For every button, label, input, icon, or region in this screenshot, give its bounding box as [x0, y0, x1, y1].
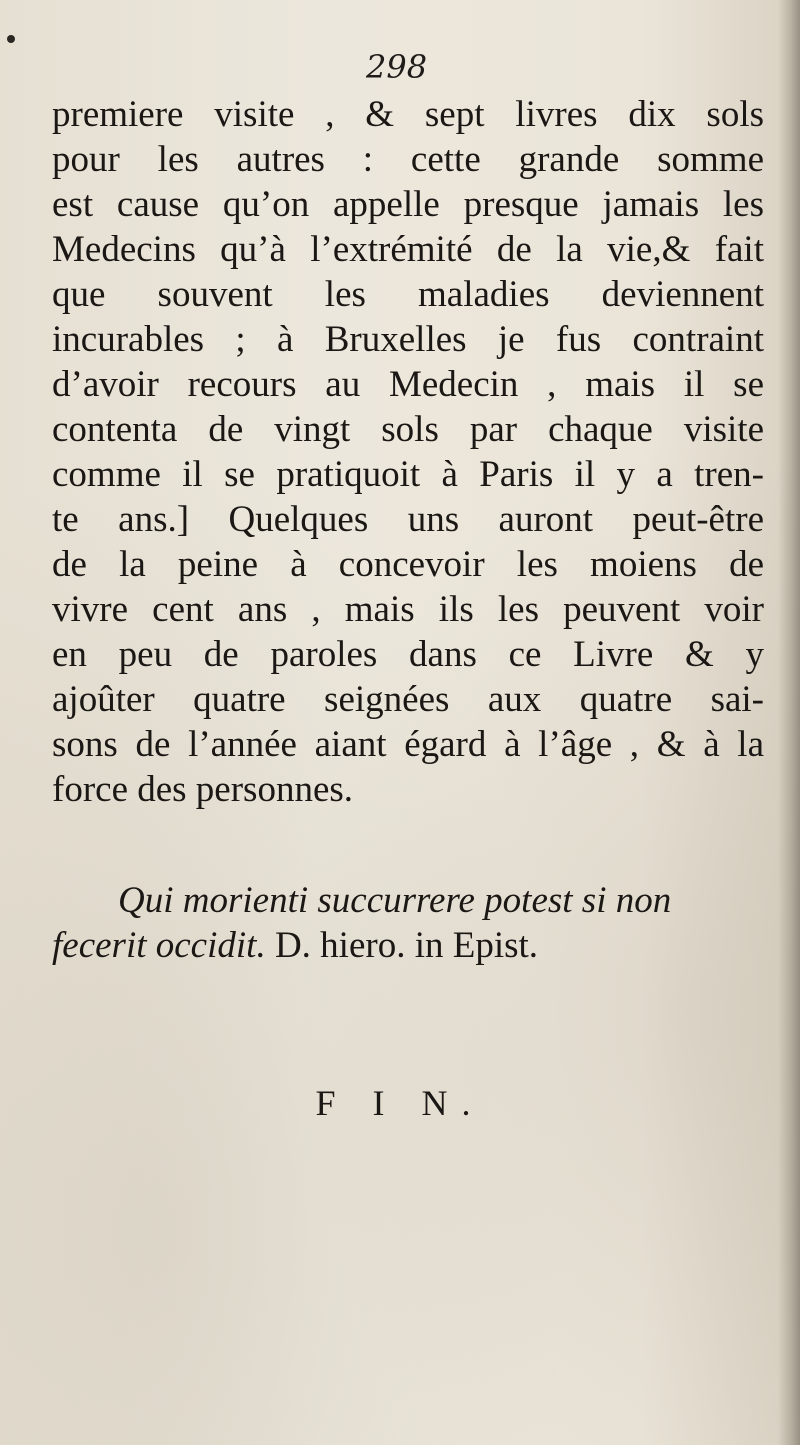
quote-line-1: Qui morienti succurrere potest si non [118, 880, 672, 921]
text-line: d’avoir recours au Medecin , mais il se [52, 364, 764, 405]
text-line: sons de l’année aiant égard à l’âge , & à la [52, 724, 764, 765]
body-paragraph [52, 92, 764, 812]
page-edge-shadow [778, 0, 800, 1445]
quote-citation: D. hiero. in Epist. [265, 925, 539, 966]
text-line: que souvent les maladies deviennent [52, 274, 764, 315]
latin-quotation [52, 878, 764, 968]
text-line: incurables ; à Bruxelles je fus contraint [52, 319, 764, 360]
text-line: vivre cent ans , mais ils les peuvent voir [52, 589, 764, 630]
text-line: ajoûter quatre seignées aux quatre sai- [52, 679, 764, 720]
text-line: est cause qu’on appelle presque jamais les [52, 184, 764, 225]
text-line: pour les autres : cette grande somme [52, 139, 764, 180]
text-line: en peu de paroles dans ce Livre & y [52, 634, 764, 675]
ink-dot [7, 35, 15, 43]
text-line: de la peine à concevoir les moiens de [52, 544, 764, 585]
quote-italic-part: fecerit occidit. [52, 925, 266, 966]
text-line: force des personnes. [52, 769, 354, 810]
end-mark: F I N. [315, 1083, 485, 1123]
text-line: Medecins qu’à l’extrémité de la vie,& fait [52, 229, 764, 270]
text-line: contenta de vingt sols par chaque visite [52, 409, 764, 450]
page-number: 298 [366, 48, 428, 86]
text-line: comme il se pratiquoit à Paris il y a tren- [52, 454, 764, 495]
text-line: premiere visite , & sept livres dix sols [52, 94, 764, 135]
quote-line-2 [52, 923, 764, 968]
text-line: te ans.] Quelques uns auront peut-être [52, 499, 764, 540]
